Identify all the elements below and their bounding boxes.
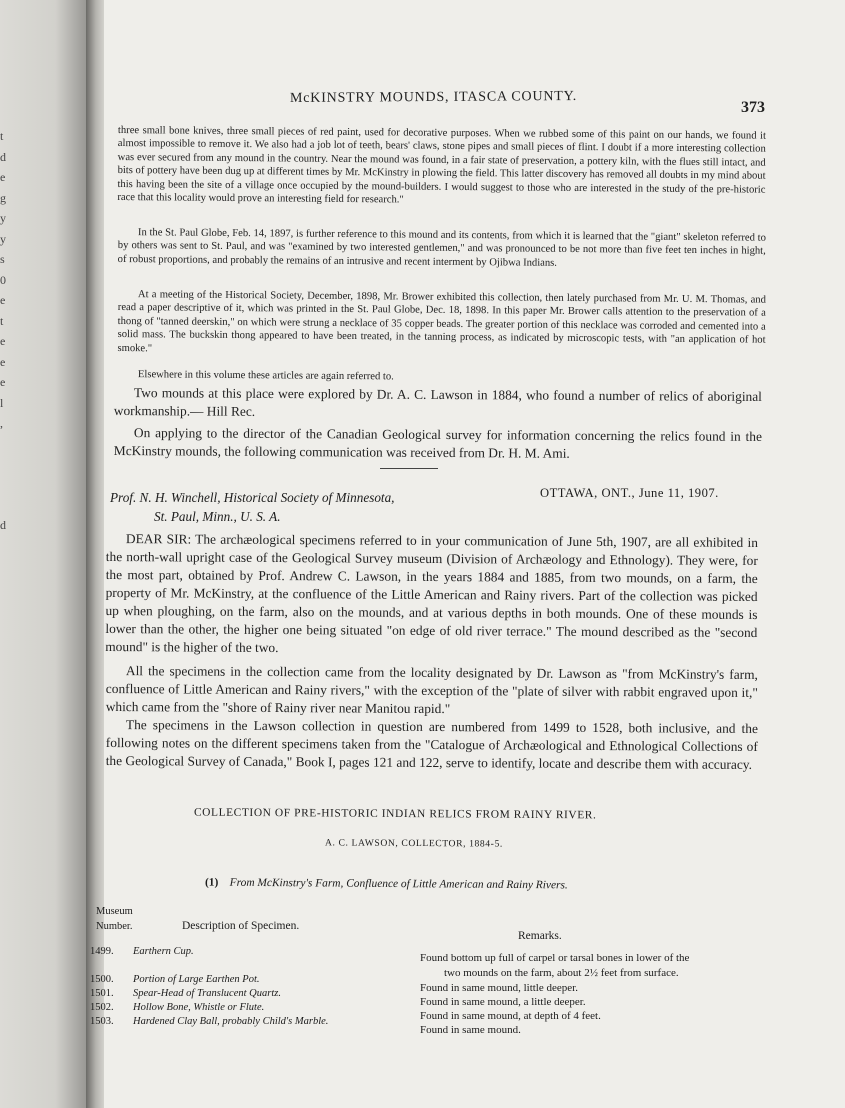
margin-letter: e [0, 293, 6, 307]
col-header-description: Description of Specimen. [182, 920, 300, 932]
margin-letter: d [0, 518, 6, 532]
facing-page-text [0, 126, 14, 434]
margin-letter: 0 [0, 272, 6, 287]
col-header-number: Number. [96, 921, 133, 932]
table-remark: two mounds on the farm, about 2½ feet from surface. [444, 967, 679, 979]
table-row-number: 1501. [90, 988, 114, 999]
paragraph: At a meeting of the Historical Society, December, 1898, Mr. Brower exhibited this collection, then lately purchased from Mr. U. M. Thomas, and read a paper descriptive of it, which was printed in the St. Paul Globe, Dec. 18, 1898. In this paper Mr. Brower calls attention to the preservation of a thong of "tanned deerskin," on which were strung a necklace of 35 copper beads. The greater portion of this necklace was corroded and cemented into a solid mass. The buckskin thong appeared to have been treated, in the tanning process, as indicated by microscopic tests, with "an application of hot smoke." [117, 289, 766, 354]
margin-letter: , [0, 416, 3, 430]
paragraph: Elsewhere in this volume these articles are again referred to. [137, 369, 394, 383]
table-row-description: Hardened Clay Ball, probably Child's Marble. [133, 1016, 329, 1027]
letter-paragraph: DEAR SIR: The archæological specimens referred to in your communication of June 5th, 1907, are all exhibited in the north-wall upright case of the Geological Survey museum (Division of Archæology and Ethnology). They were, for the most part, obtained by Prof. Andrew C. Lawson, in the years 1884 and 1885, from two mounds, on a farm, the property of Mr. McKinstry, at the confluence of the Little American and Rainy rivers. Part of the collection was picked up when ploughing, on the farm, also on the mounds, and at various depths in both mounds. One of these mounds is lower than the other, the higher one being situated "on edge of old river terrace." The mound described as the "second mound" is the higher of the two. [105, 531, 758, 656]
facing-page-edge [0, 0, 92, 1108]
section-rule [380, 468, 438, 469]
margin-letter: l [0, 395, 4, 410]
margin-letter: e [0, 170, 6, 184]
table-remark: Found in same mound, a little deeper. [420, 996, 586, 1008]
section-title: From McKinstry's Farm, Confluence of Little American and Rainy Rivers. [229, 876, 568, 892]
letter-addressee [110, 488, 394, 526]
table-remark: Found in same mound, at depth of 4 feet. [420, 1010, 601, 1022]
section-number: (1) [204, 876, 219, 889]
table-remark: Found in same mound, little deeper. [420, 982, 578, 994]
letter-paragraph: All the specimens in the collection came from the locality designated by Dr. Lawson as "from McKinstry's farm, confluence of Little American and Rainy rivers," with the exception of the "plate of silver with rabbit engraved upon it," which came from the "shore of Rainy river near Manitou rapid." [105, 663, 758, 717]
table-row-description: Hollow Bone, Whistle or Flute. [133, 1002, 265, 1013]
col-header-museum: Museum [96, 906, 133, 917]
table-row-number: 1503. [90, 1016, 114, 1027]
paragraph: On applying to the director of the Canadian Geological survey for information concerning the relics found in the McKinstry mounds, the following communication was received from Dr. H. M. Ami. [113, 425, 762, 461]
paragraph: Two mounds at this place were explored by Dr. A. C. Lawson in 1884, who found a number of relics of aboriginal workmanship.— Hill Rec. [113, 385, 762, 419]
table-row-number: 1499. [90, 946, 114, 957]
paragraph: three small bone knives, three small pieces of red paint, used for decorative purposes. When we rubbed some of this paint on our hands, we found it almost impossible to remove it. We also had a job lot of teeth, bears' claws, stone pipes and small pieces of flint. I doubt if a more interesting collection was ever secured from any mound in the country. Near the mound was found, in a fair state of preservation, a pottery kiln, with the flues still intact, and bits of pottery have been dug up at different times by Mr. McKinstry in plowing the field. This latter discovery has removed all doubts in my mind about this having been the site of a village once occupied by the mound-builders. I would suggest to those who are interested in the study of the pre-historic race that this locality would prove an interesting field for research." [117, 124, 766, 206]
table-row-description: Spear-Head of Translucent Quartz. [133, 988, 281, 999]
margin-letter: e [0, 354, 6, 369]
table-remark: Found bottom up full of carpel or tarsal bones in lower of the [420, 952, 690, 964]
margin-letter: y [0, 211, 6, 225]
collection-title: COLLECTION OF PRE-HISTORIC INDIAN RELICS FROM RAINY RIVER. [193, 806, 597, 822]
margin-letter: e [0, 334, 6, 348]
margin-letter: g [0, 190, 6, 205]
table-row-number: 1502. [90, 1002, 114, 1013]
table-row-number: 1500. [90, 974, 114, 985]
margin-letter: s [0, 252, 5, 266]
addressee-line: St. Paul, Minn., U. S. A. [154, 509, 281, 524]
running-head: McKINSTRY MOUNDS, ITASCA COUNTY. [289, 88, 578, 107]
paragraph: In the St. Paul Globe, Feb. 14, 1897, is further reference to this mound and its contents, from which it is learned that the "giant" skeleton referred to by others was sent to St. Paul, and was "examined by two interested gentlemen," and was pronounced to be not more than five feet ten inches in hight, of robust proportions, and probably the remains of an intrusive and recent interment by Ojibwa Indians. [117, 227, 766, 269]
collection-subtitle: A. C. LAWSON, COLLECTOR, 1884-5. [324, 837, 503, 850]
addressee-line: Prof. N. H. Winchell, Historical Society of Minnesota, [110, 490, 395, 505]
margin-letter: d [0, 149, 6, 164]
letter-paragraph: The specimens in the Lawson collection in question are numbered from 1499 to 1528, both inclusive, and the following notes on the different specimens taken from the "Catalogue of Archæological and Ethnological Collections of the Geological Survey of Canada," Book I, pages 121 and 122, serve to identify, locate and describe them with accuracy. [105, 717, 758, 772]
margin-letter: e [0, 375, 6, 389]
page-number: 373 [741, 99, 765, 116]
margin-letter: t [0, 313, 4, 328]
table-row-description: Portion of Large Earthen Pot. [133, 974, 260, 985]
margin-letter: y [0, 231, 6, 246]
table-remark: Found in same mound. [420, 1024, 521, 1036]
table-row-description: Earthern Cup. [133, 946, 194, 957]
margin-letter: t [0, 129, 4, 143]
col-header-remarks: Remarks. [518, 930, 562, 942]
letter-dateline: OTTAWA, ONT., June 11, 1907. [540, 486, 719, 500]
